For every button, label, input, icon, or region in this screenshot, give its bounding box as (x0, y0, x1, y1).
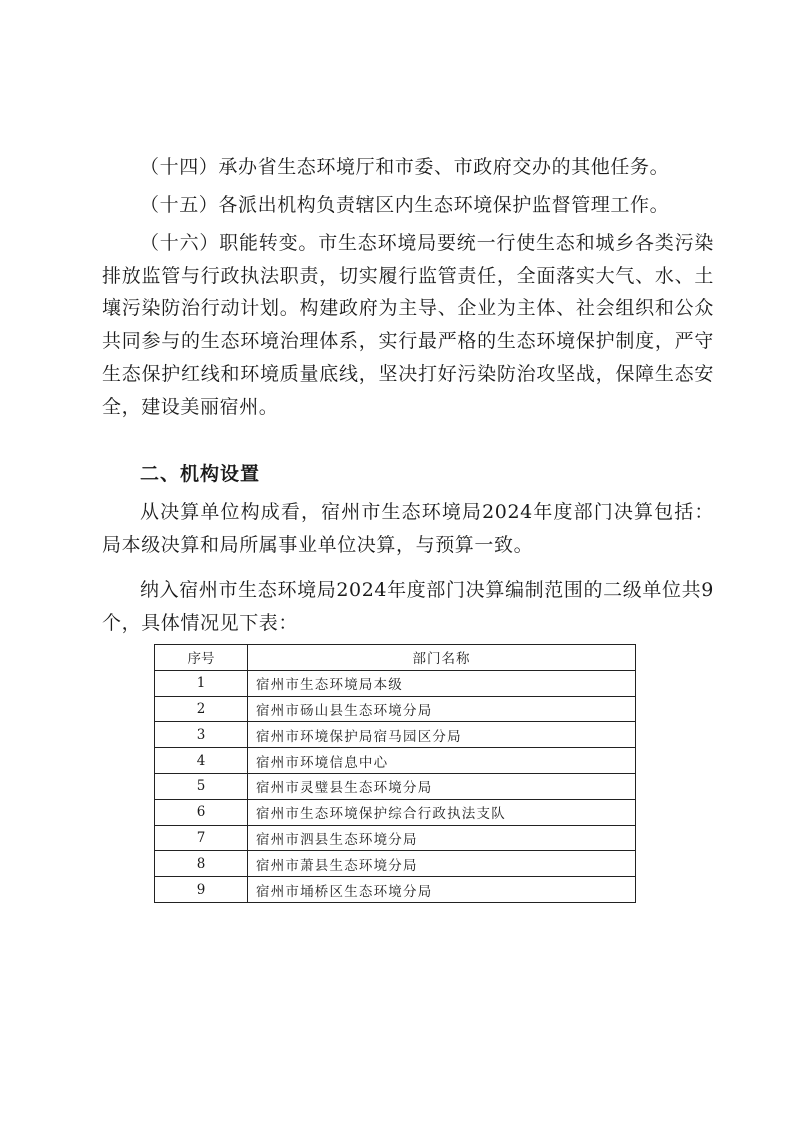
header-number: 序号 (155, 645, 248, 671)
row-department-name: 宿州市砀山县生态环境分局 (248, 696, 636, 722)
paragraph-item-14: （十四）承办省生态环境厅和市委、市政府交办的其他任务。 (140, 156, 670, 178)
table-row (155, 851, 636, 877)
row-department-name: 宿州市萧县生态环境分局 (248, 851, 636, 877)
row-department-name: 宿州市生态环境局本级 (248, 670, 636, 696)
row-department-name: 宿州市埇桥区生态环境分局 (248, 877, 636, 903)
row-department-name: 宿州市生态环境保护综合行政执法支队 (248, 799, 636, 825)
header-department-name: 部门名称 (248, 645, 636, 671)
table-row (155, 825, 636, 851)
row-number: 8 (155, 851, 248, 877)
row-number: 9 (155, 877, 248, 903)
section-heading: 二、机构设置 (140, 463, 261, 485)
row-department-name: 宿州市环境信息中心 (248, 748, 636, 774)
table-row (155, 799, 636, 825)
table-row (155, 773, 636, 799)
paragraph-item-16: （十六）职能转变。市生态环境局要统一行使生态和城乡各类污染排放监管与行政执法职责，切实履行监管责任，全面落实大气、水、土壤污染防治行动计划。构建政府为主导、企业为主体、社会组织和公众共同参与的生态环境治理体系，实行最严格的生态环境保护制度，严守生态保护红线和环境质量底线，坚决打好污染防治攻坚战，保障生态安全，建设美丽宿州。 (102, 232, 714, 418)
row-department-name: 宿州市灵璧县生态环境分局 (248, 773, 636, 799)
table-row (155, 877, 636, 903)
table-header-row (155, 645, 636, 671)
row-number: 5 (155, 773, 248, 799)
units-table (154, 644, 636, 903)
paragraph-item-15: （十五）各派出机构负责辖区内生态环境保护监督管理工作。 (140, 194, 670, 216)
row-number: 7 (155, 825, 248, 851)
table-row (155, 748, 636, 774)
row-number: 4 (155, 748, 248, 774)
table-row (155, 670, 636, 696)
row-number: 2 (155, 696, 248, 722)
row-number: 6 (155, 799, 248, 825)
paragraph-unit-composition: 从决算单位构成看，宿州市生态环境局2024年度部门决算包括：局本级决算和局所属事业单位决算，与预算一致。 (102, 501, 714, 556)
row-number: 3 (155, 722, 248, 748)
table-row (155, 722, 636, 748)
table-row (155, 696, 636, 722)
row-department-name: 宿州市泗县生态环境分局 (248, 825, 636, 851)
paragraph-table-intro: 纳入宿州市生态环境局2024年度部门决算编制范围的二级单位共9个，具体情况见下表： (102, 579, 714, 634)
row-number: 1 (155, 670, 248, 696)
row-department-name: 宿州市环境保护局宿马园区分局 (248, 722, 636, 748)
